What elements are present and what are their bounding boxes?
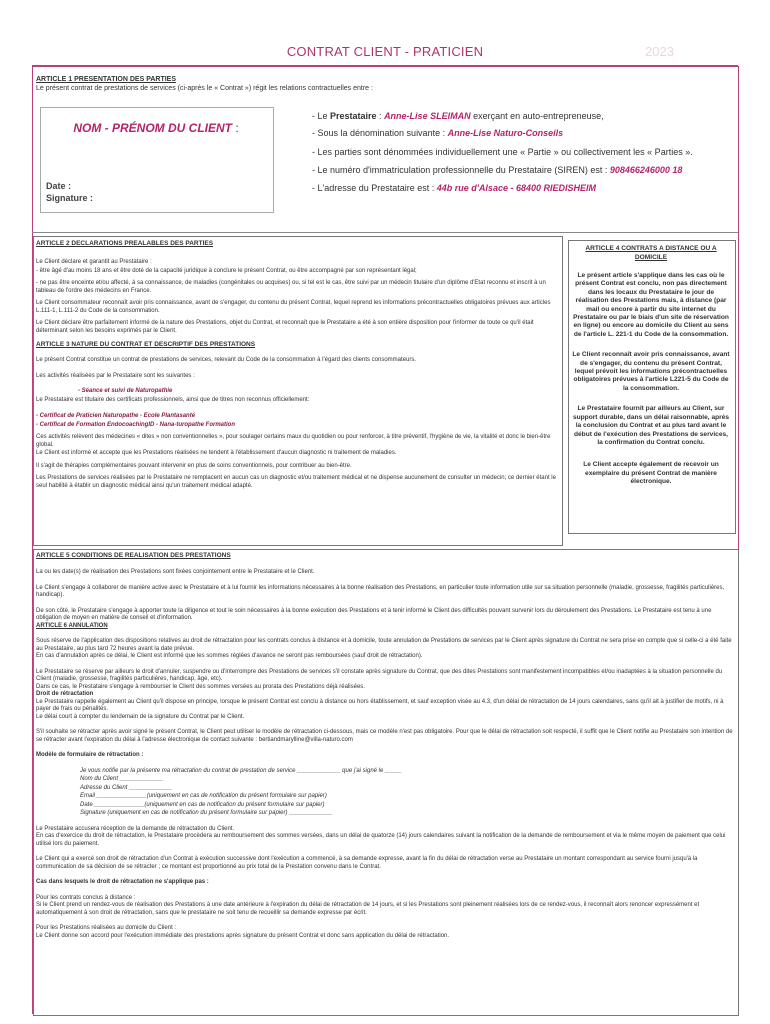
article5-p1: La ou les date(s) de réalisation des Prestations sont fixées conjointement entre le Prestataire et le Client. (36, 569, 315, 575)
article3-p2: Les activités réalisées par le Prestataire sont les suivantes : (36, 372, 195, 379)
article2-p5: Le Client déclare être parfaitement informé de la nature des Prestations, objet du Contrat, et reconnaît que le Prestataire a été à son entière disposition pour l'informer de toute ce qu'il était déterminant selon les besoins exprimés par le Client. (36, 320, 534, 334)
article5 (36, 552, 734, 945)
model-line-3: Adresse du Client _____________ (80, 784, 173, 791)
article1-heading: ARTICLE 1 PRESENTATION DES PARTIES (36, 76, 177, 83)
article3-p8: Le Client est informé et accepte que les Prestations réalisées ne tendent à l'établissement d'aucun diagnostic ni traitement de maladies. (36, 450, 397, 456)
party-prestataire: - Le Prestataire : Anne-Lise SLEIMAN exerçant en auto-entrepreneuse, (312, 111, 604, 121)
retractation-form-model (36, 768, 734, 818)
party-siren: - Le numéro d'immatriculation professionnelle du Prestataire (SIREN) est : 908466246000 18 (312, 165, 683, 175)
article3-p4: Le Prestataire est titulaire des certificats professionnels, ainsi que de titres non reconnus officiellement: (36, 396, 310, 403)
article4-heading: ARTICLE 4 CONTRATS A DISTANCE OU A DOMICILE (585, 245, 717, 261)
article5-p16: Pour les Prestations réalisées au domicile du Client : (36, 925, 177, 931)
article4-body (572, 272, 730, 487)
article2-heading: ARTICLE 2 DECLARATIONS PREALABLES DES PARTIES (36, 240, 214, 247)
party-address: - L'adresse du Prestataire est : 44b rue d'Alsace - 68400 RIEDISHEIM (312, 183, 596, 193)
article3-p6: - Certificat de Formation EndocoachingID - Nana-turopathe Formation (36, 421, 236, 428)
article3-heading: ARTICLE 3 NATURE DU CONTRAT ET DESCRIPTIF DES PRESTATIONS (36, 341, 256, 348)
article5-p17: Le Client donne son accord pour l'exécution immédiate des prestations après signature du présent Contrat et donc sans application du délai de rétractation. (36, 932, 450, 939)
article5-p9: Le délai court à compter du lendemain de la signature du Contrat par le Client. (36, 713, 245, 720)
article5-p14: Pour les contrats conclus à distance : (36, 894, 136, 901)
article5-p10: S'il souhaite se rétracter après avoir signé le présent Contrat, le Client peut utiliser le modèle de rétractation ci-dessous, mais ce modèle n'est pas obligatoire. Pour que le délai de rétractation soit respecté, il suffit que le Client notifie au Prestataire son intention de se rétracter avant l'expiration du délai à l'adresse électronique de contact suivante : bertiandmarylline@villa-naturo.com (36, 729, 733, 743)
article4-p4: Le Client accepte également de recevoir un exemplaire du présent Contrat de manière électronique. (583, 461, 719, 486)
article2-p2: - être âgé d'au moins 18 ans et être doté de la capacité juridique à conclure le présent Contrat, ou être accompagné par son représentant légal; (36, 267, 417, 274)
article1-intro: Le présent contrat de prestations de services (ci-après le « Contrat ») régit les relations contractuelles entre : (36, 85, 373, 92)
article5-p5: En cas d'annulation après ce délai, le Client est informé que les sommes réglées d'avance ne seront pas remboursées (sauf droit de rétractation). (36, 653, 423, 659)
article5-p12: En cas d'exercice du droit de rétractation, le Prestataire procèdera au remboursement des sommes versées, dans un délai de quatorze (14) jours calendaires suivant la notification de la demande de remboursement et via le même moyen de paiement que celui utilisé lors du paiement. (36, 833, 726, 847)
article3-p7: Ces activités relèvent des médecines « dites » non conventionnelles », pour soulager certains maux du quotidien ou pour renforcer, à titre préventif, l'hygiène de vie, la vitalité et donc le bien-être global. (36, 434, 551, 448)
article5-p3: De son côté, le Prestataire s'engage à apporter toute la diligence et tout le soin nécessaires à la bonne exécution des Prestations et à tenir informé le Client des difficultés pouvant survenir lors du déroulement des Prestations. Le Prestataire est tenu à une obligation de moyen en matière de conseil et d'information. (36, 607, 712, 621)
article4 (572, 244, 730, 494)
article3-p3: - Séance et suivi de Naturopathie (78, 388, 173, 394)
article3-p10: Les Prestations de services réalisées par le Prestataire ne remplacent en aucun cas un diagnostic et/ou traitement médical et ne dispense aucunement de consulter un médecin; ce dernier étant le seul habilité à établir un diagnostic médical ainsi qu'un traitement médical adapté. (36, 475, 556, 489)
exclusion-heading: Cas dans lesquels le droit de rétractation ne s'applique pas : (36, 879, 209, 885)
page-title: CONTRAT CLIENT - PRATICIEN (286, 44, 484, 59)
model-heading: Modèle de formulaire de rétractation : (36, 752, 144, 758)
model-line-2: Nom du Client _____________ (80, 776, 164, 782)
article5-p6: Le Prestataire se réserve par ailleurs le droit d'annuler, suspendre ou d'interrompre des Prestations de services s'il constate après signature du Contrat, que des dites Prestations sont manifestement incompatibles et/ou inadaptées à la situation personnelle du Client (maladie, grossesse, fragilités particulières, handicap, âge, etc). (36, 668, 723, 682)
article2-p4: Le Client consommateur reconnaît avoir pris connaissance, avant de s'engager, du contenu du présent Contrat, lequel reprend les informations précontractuelles obligatoires prévues aux articles L.111-1, L.111-2 du Code de la consommation. (36, 300, 551, 314)
client-name-label: NOM - PRÉNOM DU CLIENT : (73, 121, 239, 135)
model-line-1: Je vous notifie par la présente ma rétractation du contrat de prestation de service _____________ que j'ai signé le _____ (80, 767, 402, 774)
article5-p15: Si le Client prend un rendez-vous de réalisation des Prestations à une date antérieure à l'expiration du délai de rétractation de 14 jours, et si les Prestations sont pleinement réalisées lors de ce rendez-vous, il reconnaît alors renoncer expressément et automatiquement à son droit de rétractation, sans que le prestataire ne soit tenu de recueillir sa demande expresse par écrit. (36, 902, 700, 916)
article3-body (36, 357, 556, 490)
article4-p3: Le Prestataire fournit par ailleurs au Client, sur support durable, dans un délai raisonnable, après la conclusion du Contrat et au plus tard avant le début de l'exécution des Prestations de services, la confirmation du Contrat conclu. (572, 405, 730, 446)
article4-p2: Le Client reconnaît avoir pris connaissance, avant de s'engager, du contenu du présent Contrat, lequel prévoit les informations précontractuelles obligatoires prévues à l'article L221-5 du Code de la consommation. (572, 351, 730, 392)
article4-p1: Le présent article s'applique dans les cas où le présent Contrat est conclu, non pas directement dans les locaux du Prestataire le jour de réalisation des Prestations mais, à distance (par mail ou encore à partir du site internet du Prestataire ou par le biais d'un site de réservation en ligne) ou encore au domicile du Client au sens de l'article L. 221-1 du Code de la consommation. (573, 272, 729, 338)
header-rule (32, 65, 738, 67)
party-parties: - Les parties sont dénommées individuellement une « Partie » ou collectivement les « Parties ». (312, 147, 693, 157)
article5-p8: Le Prestataire rappelle également au Client qu'il dispose en principe, lorsque le présent Contrat est conclu à distance ou hors établissement, et sauf exception visée au 4.3, d'un délai de rétractation de 14 jours calendaires, sans qu'il ait à justifier de motifs, ni à payer de frais ou pénalités. (36, 698, 724, 712)
articles-2-3 (36, 240, 556, 495)
date-signature-block (46, 180, 93, 204)
article5-p4: Sous réserve de l'application des dispositions relatives au droit de rétractation pour les contrats conclus à distance et à domicile, toute annulation de Prestations de services par le Client après signature du Contrat ne sera prise en compte que si celle-ci a été faite au Prestataire, au plus tard 72 heures avant la date prévue. (36, 638, 732, 652)
model-line-5: Date _______________(uniquement en cas de notification du présent formulaire sur papier) (80, 801, 325, 808)
divider (32, 232, 738, 233)
signature-label: Signature : (46, 193, 94, 203)
article5-p13: Le Client qui a exercé son droit de rétractation d'un Contrat à exécution successive dont l'exécution a commencé, à sa demande expresse, avant la fin du délai de rétractation verse au Prestataire un montant correspondant au service fourni jusqu'à la communication de sa décision de se rétracter ; ce montant est proportionné au prix total de la Prestation convenu dans le Contrat. (36, 856, 698, 870)
model-line-4: Email _______________(uniquement en cas de notification du présent formulaire sur papier) (80, 793, 327, 799)
annulation-heading: ARTICLE 6 ANNULATION (36, 622, 108, 629)
retractation-heading: Droit de rétractation (36, 691, 94, 697)
article2-p1: Le Client déclare et garantit au Prestataire : (36, 259, 152, 265)
date-label: Date : (46, 181, 72, 191)
article2-p3: - ne pas être enceinte et/ou affecté, à sa connaissance, de maladies (congénitales ou acquises) ou, si tel est le cas, être suivi par un médecin titulaire d'un diplôme d'Etat reconnu et inscrit à un tableau de l'ordre des médecins en France. (36, 280, 546, 294)
article5-p2: Le Client s'engage à collaborer de manière active avec le Prestataire et à lui fournir les informations nécessaires à la bonne réalisation des Prestations, en particulier toute information utile sur sa situation personnelle (maladie, grossesse, fragilités particulières, handicap). (36, 584, 725, 598)
article3-p1: Le présent Contrat constitue un contrat de prestations de services, relevant du Code de la consommation à l'égard des clients consommateurs. (36, 357, 417, 363)
model-line-6: Signature (uniquement en cas de notification du présent formulaire sur papier) _____________ (80, 810, 333, 816)
article3-p9: Il s'agit de thérapies complémentaires pouvant intervenir en plus de soins conventionnels, pour contribuer au bien-être. (36, 462, 352, 469)
article2-body (36, 259, 556, 335)
party-denomination: - Sous la dénomination suivante : Anne-Lise Naturo-Conseils (312, 128, 564, 138)
article5-body (36, 569, 734, 940)
year-label: 2023 (645, 44, 674, 59)
article5-p7: Dans ce cas, le Prestataire s'engage à rembourser le Client des sommes versées au prorata des Prestations déjà réalisées. (36, 683, 365, 690)
article3-p5: - Certificat de Praticien Naturopathe - Ecole Plantasanté (36, 413, 196, 419)
article5-p11: Le Prestataire accusera réception de la demande de rétractation du Client. (36, 825, 235, 832)
article5-heading: ARTICLE 5 CONDITIONS DE REALISATION DES PRESTATIONS (36, 552, 231, 559)
